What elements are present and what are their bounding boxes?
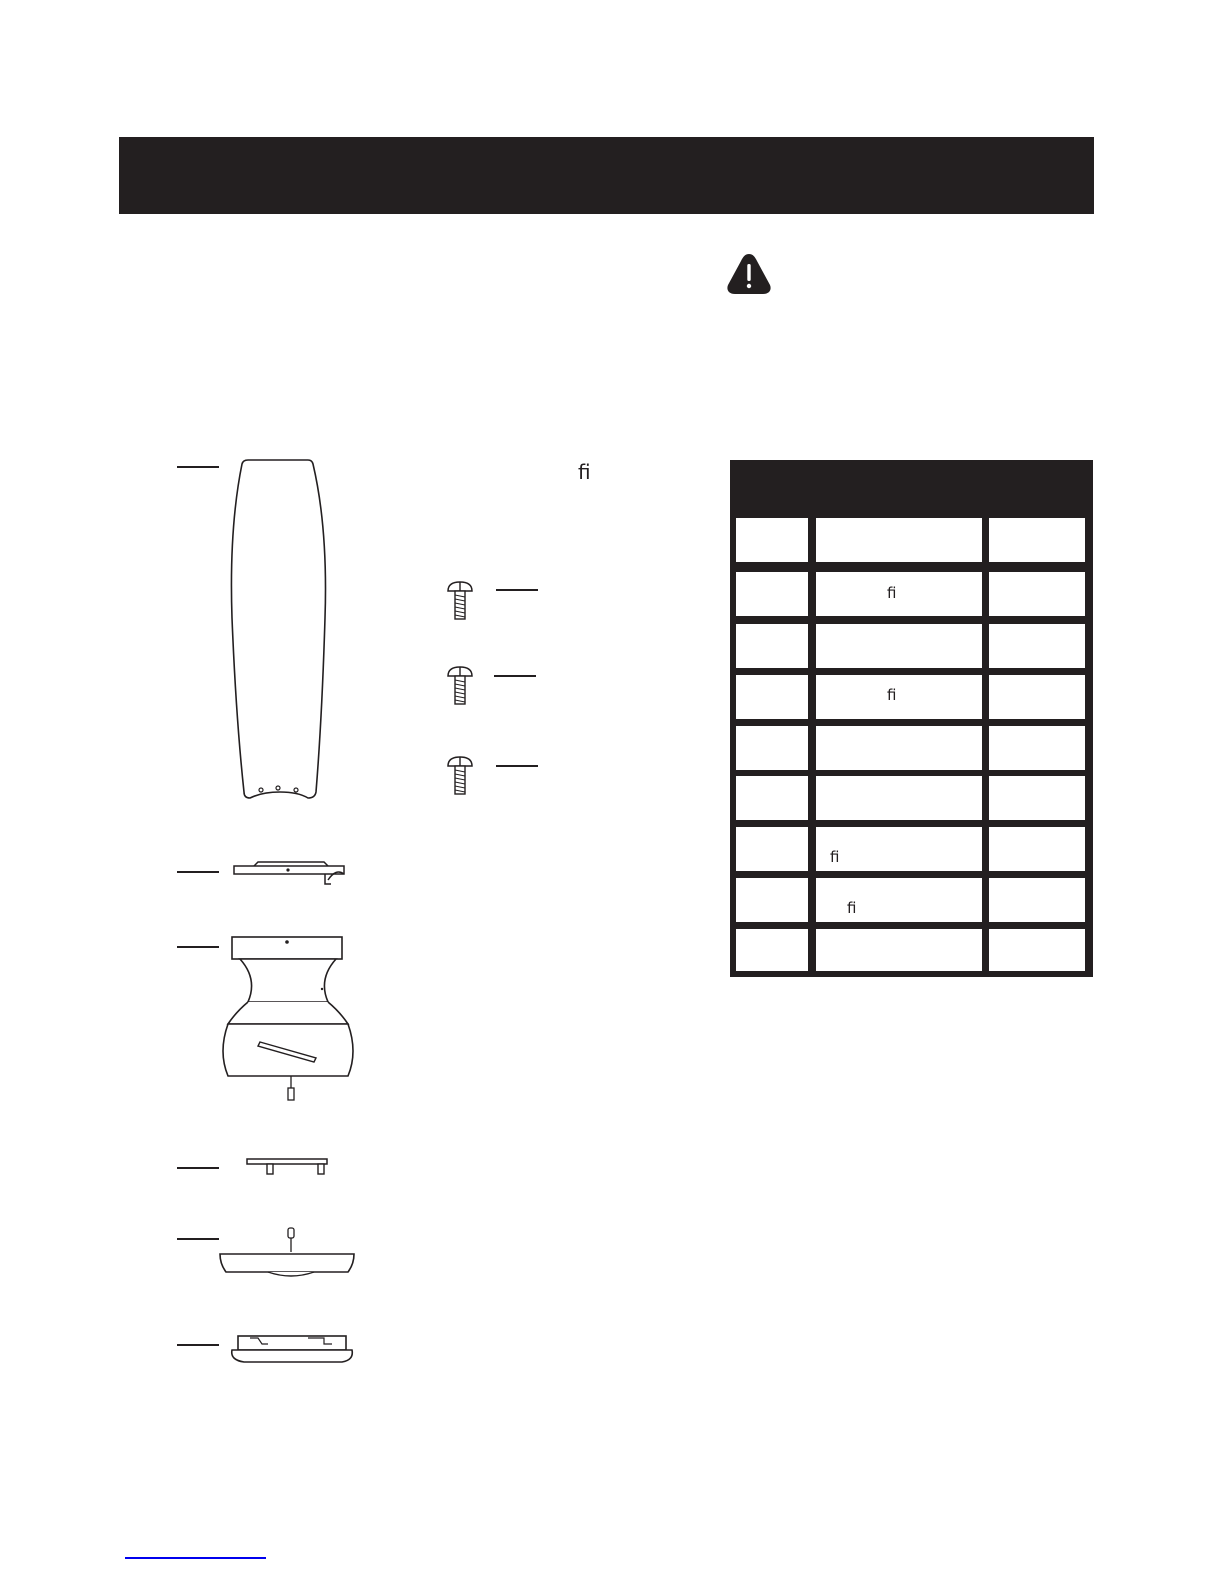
table-cell <box>816 726 982 770</box>
table-cell <box>816 878 982 922</box>
table-cell <box>736 518 808 562</box>
table-cell <box>816 827 982 871</box>
table-cell <box>989 878 1085 922</box>
table-cell-ligature: ﬁ <box>887 686 897 704</box>
table-cell <box>816 929 982 971</box>
table-cell <box>989 827 1085 871</box>
part-leader-line <box>177 1238 219 1240</box>
table-cell <box>736 726 808 770</box>
screw-icon <box>445 579 475 623</box>
table-cell <box>989 776 1085 820</box>
switch-housing-plate-icon <box>245 1156 335 1176</box>
table-cell <box>989 518 1085 562</box>
fan-blade-icon <box>228 458 328 804</box>
table-cell <box>816 624 982 668</box>
table-cell <box>736 776 808 820</box>
screw-leader-line <box>494 675 536 677</box>
screw-leader-line <box>496 589 538 591</box>
footer-link-underline[interactable] <box>125 1557 266 1559</box>
table-cell-ligature: ﬁ <box>887 584 897 602</box>
screw-icon <box>445 664 475 708</box>
table-cell-ligature: ﬁ <box>830 848 840 866</box>
part-leader-line <box>177 1167 219 1169</box>
table-cell <box>816 572 982 616</box>
table-cell <box>989 675 1085 719</box>
part-leader-line <box>177 946 219 948</box>
screw-icon <box>445 754 475 798</box>
screw-leader-line <box>496 765 538 767</box>
table-cell <box>816 675 982 719</box>
part-leader-line <box>177 871 219 873</box>
table-cell <box>989 726 1085 770</box>
table-cell <box>736 572 808 616</box>
table-cell <box>989 572 1085 616</box>
table-cell-ligature: ﬁ <box>847 899 857 917</box>
parts-table <box>730 460 1093 977</box>
table-cell <box>736 827 808 871</box>
table-cell <box>736 878 808 922</box>
warning-icon <box>726 253 772 295</box>
mounting-bracket-icon <box>232 858 362 888</box>
table-cell <box>816 776 982 820</box>
part-leader-line <box>177 466 219 468</box>
light-cover-icon <box>228 1332 358 1366</box>
table-cell <box>736 675 808 719</box>
hardware-bag-ligature: ﬁ <box>578 460 591 484</box>
table-cell <box>736 929 808 971</box>
motor-housing-icon <box>218 934 358 1106</box>
table-cell <box>989 929 1085 971</box>
table-cell <box>736 624 808 668</box>
table-cell <box>989 624 1085 668</box>
table-cell <box>816 518 982 562</box>
part-leader-line <box>177 1344 219 1346</box>
section-header-bar <box>119 137 1094 214</box>
light-kit-icon <box>218 1226 358 1282</box>
